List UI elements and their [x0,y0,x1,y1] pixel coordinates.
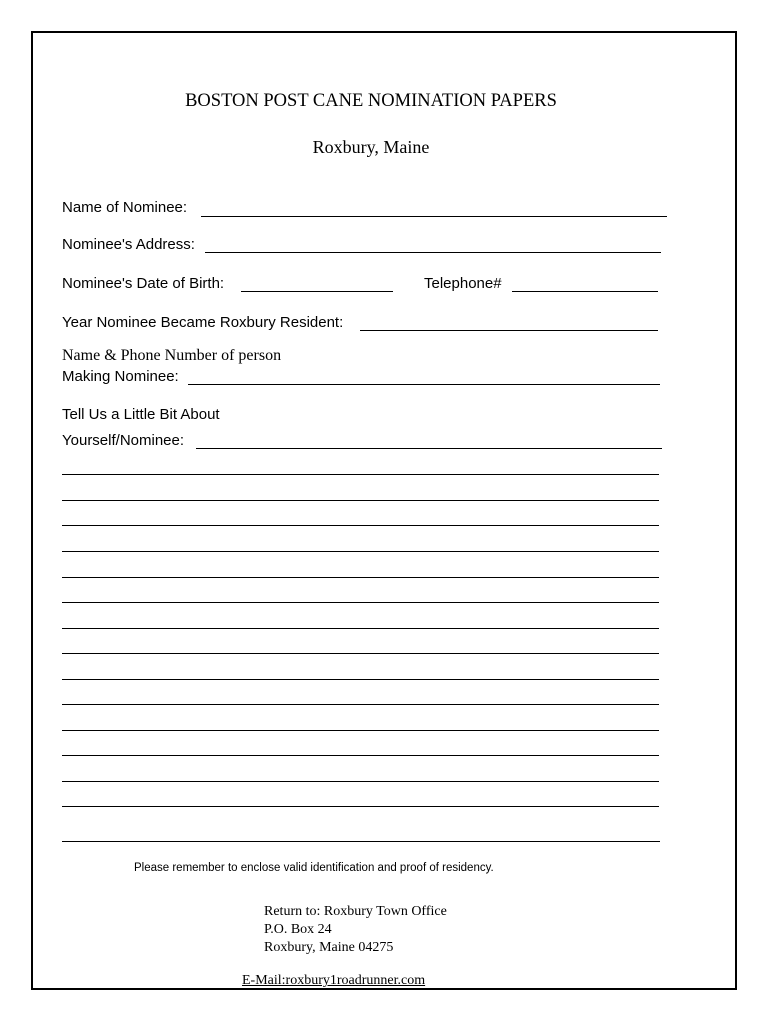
nominator-line[interactable] [188,384,660,385]
about-label-line2: Yourself/Nominee: [62,432,185,449]
about-blank-line[interactable] [62,704,659,705]
about-blank-line[interactable] [62,551,659,552]
about-blank-line[interactable] [62,577,659,578]
nominee-address-line[interactable] [205,252,661,253]
about-line-first[interactable] [196,448,662,449]
nominee-name-label: Name of Nominee: [62,199,188,216]
about-blank-line[interactable] [62,755,659,756]
form-page [31,31,737,990]
nominee-dob-line[interactable] [241,291,393,292]
year-resident-label: Year Nominee Became Roxbury Resident: [62,314,344,331]
about-blank-line[interactable] [62,679,659,680]
year-resident-line[interactable] [360,330,658,331]
return-address-line3: Roxbury, Maine 04275 [264,940,394,955]
nominee-name-line[interactable] [201,216,667,217]
about-blank-line[interactable] [62,781,659,782]
telephone-line[interactable] [512,291,658,292]
about-label-line1: Tell Us a Little Bit About [62,406,220,423]
return-address-line1: Return to: Roxbury Town Office [264,904,447,919]
nominator-label-line2: Making Nominee: [62,368,179,385]
about-blank-line[interactable] [62,474,659,475]
about-blank-line[interactable] [62,653,659,654]
nominee-dob-label: Nominee's Date of Birth: [62,275,225,292]
about-blank-line[interactable] [62,525,659,526]
about-blank-line[interactable] [62,500,659,501]
nominee-address-label: Nominee's Address: [62,236,195,253]
about-blank-line[interactable] [62,628,659,629]
telephone-label: Telephone# [424,275,502,292]
about-blank-line[interactable] [62,841,660,842]
form-title: BOSTON POST CANE NOMINATION PAPERS [185,91,557,111]
form-location: Roxbury, Maine [312,137,430,157]
about-blank-line[interactable] [62,806,659,807]
return-address-line2: P.O. Box 24 [264,922,332,937]
id-note: Please remember to enclose valid identification and proof of residency. [134,862,494,874]
email-link[interactable]: E-Mail:roxbury1roadrunner.com [242,973,426,988]
nominator-label-line1: Name & Phone Number of person [62,347,282,364]
about-blank-line[interactable] [62,602,659,603]
about-blank-line[interactable] [62,730,659,731]
